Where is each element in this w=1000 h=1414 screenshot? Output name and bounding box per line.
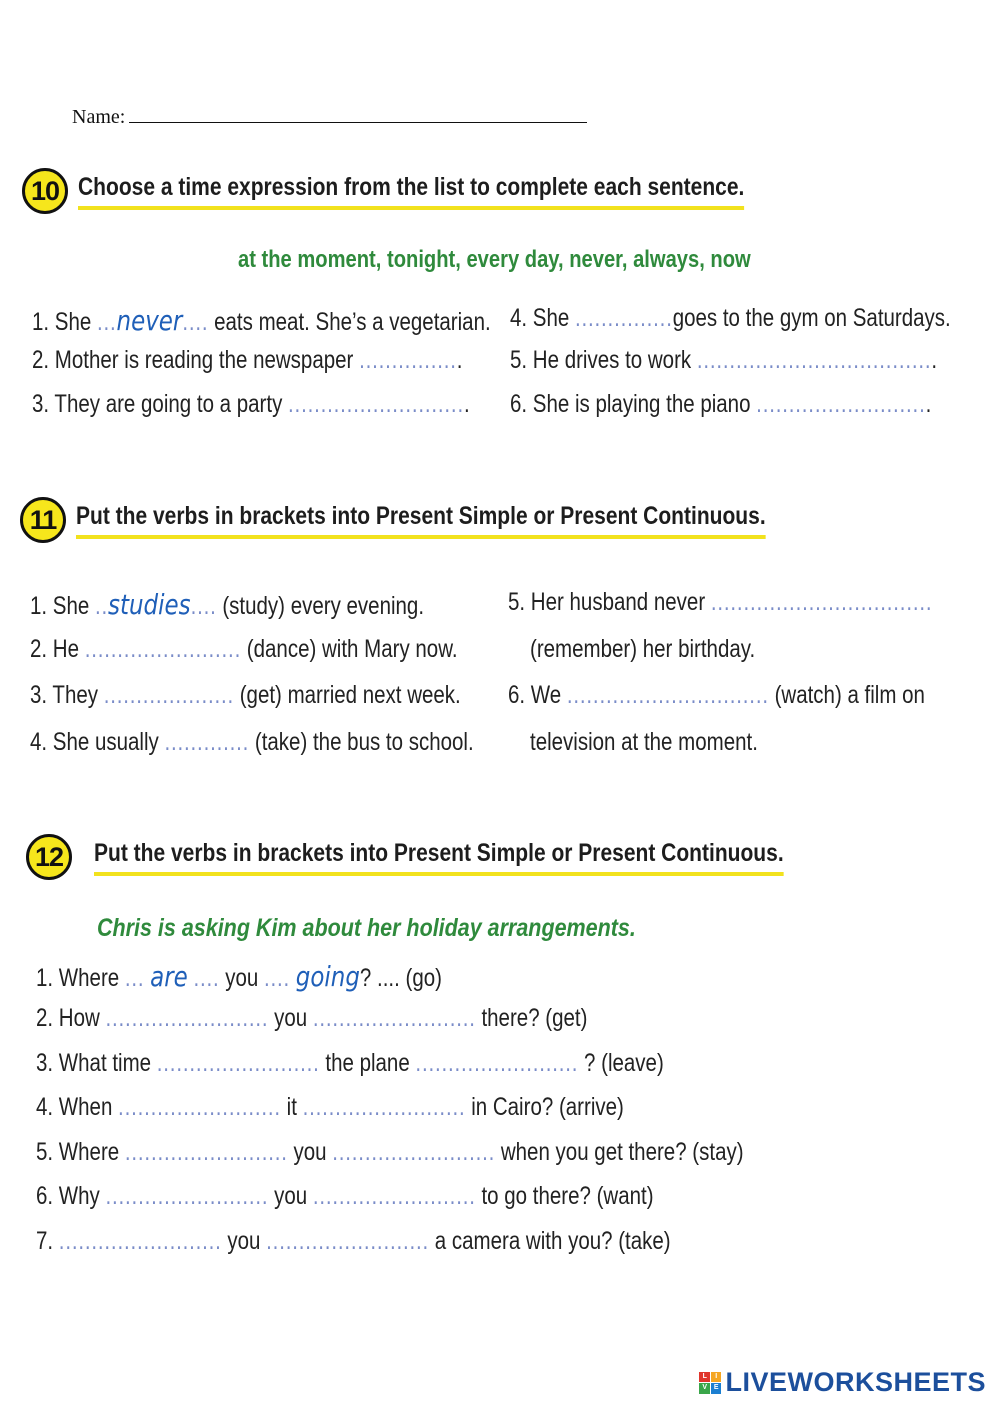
answer-blank[interactable]: .........................	[332, 1138, 496, 1166]
answer-blank[interactable]: .........................	[312, 1182, 476, 1210]
answer-blank[interactable]: .............	[164, 728, 250, 756]
question-text: ? (leave)	[584, 1049, 664, 1077]
exercise-11-header	[20, 497, 897, 543]
sentence-text: 6. She is playing the piano	[510, 390, 751, 418]
question-text: ? .... (go)	[359, 964, 442, 992]
sentence-6	[508, 681, 925, 710]
question-6	[36, 1182, 654, 1211]
answer-blank[interactable]: ...............	[574, 304, 673, 332]
question-text: you	[225, 964, 259, 992]
question-2	[36, 1004, 587, 1033]
blank-dots: ....	[193, 964, 220, 992]
sentence-text: 1. She	[30, 592, 90, 620]
name-label: Name:	[72, 106, 126, 128]
question-3	[36, 1049, 664, 1078]
sentence-text: eats meat. She’s a vegetarian.	[214, 308, 491, 336]
sentence-text: 2. He	[30, 635, 80, 663]
name-field	[72, 104, 587, 129]
question-text: to go there? (want)	[481, 1182, 654, 1210]
logo-letter: E	[711, 1383, 722, 1394]
sentence-5	[510, 346, 937, 375]
sentence-3	[30, 681, 461, 710]
answer-blank[interactable]: .........................	[105, 1182, 269, 1210]
answer-blank[interactable]: .........................	[118, 1093, 281, 1121]
word-list: at the moment, tonight, every day, never, always, now	[238, 246, 751, 273]
sentence-text: 4. She usually	[30, 728, 159, 756]
sentence-text: (watch) a film on	[774, 681, 925, 709]
sentence-text: .	[925, 390, 932, 418]
exercise-number-badge: 11	[20, 497, 66, 543]
question-text: you	[274, 1182, 308, 1210]
answer-blank[interactable]: .........................	[266, 1227, 430, 1255]
sentence-text: 2. Mother is reading the newspaper	[32, 346, 354, 374]
exercise-number-badge: 12	[26, 834, 72, 880]
sentence-6	[510, 390, 931, 419]
sentence-text: 6. We	[508, 681, 562, 709]
question-text: 5. Where	[36, 1138, 120, 1166]
answer-blank[interactable]: .........................	[302, 1093, 466, 1121]
answer-example: never	[116, 304, 183, 337]
blank-dots: ....	[264, 964, 291, 992]
question-text: the plane	[325, 1049, 410, 1077]
blank-dots: ..	[94, 592, 109, 620]
sentence-text: 4. She	[510, 304, 570, 332]
sentence-text: (remember) her birthday.	[530, 635, 756, 663]
answer-blank[interactable]: .........................	[312, 1004, 476, 1032]
blank-dots: ...	[124, 964, 145, 992]
logo-letter: I	[711, 1372, 722, 1383]
question-text: it	[286, 1093, 297, 1121]
question-text: 3. What time	[36, 1049, 152, 1077]
question-text: you	[293, 1138, 327, 1166]
exercise-title: Choose a time expression from the list to complete each sentence.	[78, 173, 744, 210]
question-text: 6. Why	[36, 1182, 100, 1210]
blank-dots: ...	[96, 308, 117, 336]
sentence-text: 3. They	[30, 681, 99, 709]
question-text: 7.	[36, 1227, 54, 1255]
answer-blank[interactable]: ..........................	[756, 390, 926, 418]
answer-blank[interactable]: ..................................	[710, 588, 933, 616]
question-text: there? (get)	[481, 1004, 588, 1032]
question-text: 1. Where	[36, 964, 120, 992]
blank-dots: ....	[190, 592, 217, 620]
answer-blank[interactable]: ...........................	[288, 390, 464, 418]
exercise-10-header	[22, 168, 871, 214]
answer-blank[interactable]: .........................	[415, 1049, 579, 1077]
sentence-2	[32, 346, 463, 375]
name-input-line[interactable]	[129, 104, 587, 123]
exercise-number-badge: 10	[22, 168, 68, 214]
answer-blank[interactable]: ........................	[84, 635, 242, 663]
question-text: you	[274, 1004, 308, 1032]
sentence-1	[32, 304, 491, 337]
answer-blank[interactable]: .........................	[58, 1227, 222, 1255]
blank-dots: ....	[182, 308, 209, 336]
answer-blank[interactable]: .........................	[156, 1049, 320, 1077]
sentence-text: 1. She	[32, 308, 92, 336]
sentence-text: (get) married next week.	[239, 681, 461, 709]
question-4	[36, 1093, 624, 1122]
sentence-5	[508, 588, 932, 617]
logo-letter: L	[699, 1372, 710, 1383]
answer-example: going	[295, 960, 360, 993]
question-text: in Cairo? (arrive)	[471, 1093, 624, 1121]
answer-example: are	[150, 960, 188, 993]
sentence-text: (dance) with Mary now.	[246, 635, 458, 663]
exercise-title: Put the verbs in brackets into Present Simple or Present Continuous.	[76, 502, 766, 539]
question-text: you	[227, 1227, 261, 1255]
sentence-text: (study) every evening.	[222, 592, 425, 620]
brand-name: LIVEWORKSHEETS	[725, 1367, 986, 1397]
exercise-subtitle: Chris is asking Kim about her holiday arrangements.	[97, 914, 636, 942]
answer-example: studies	[108, 588, 191, 621]
sentence-2	[30, 635, 458, 664]
sentence-text: 5. Her husband never	[508, 588, 706, 616]
sentence-6-cont	[530, 728, 758, 757]
answer-blank[interactable]: .........................	[105, 1004, 269, 1032]
answer-blank[interactable]: .........................	[124, 1138, 288, 1166]
answer-blank[interactable]: ....................................	[696, 346, 932, 374]
sentence-text: .	[931, 346, 938, 374]
sentence-text: television at the moment.	[530, 728, 758, 756]
answer-blank[interactable]: ...............	[359, 346, 457, 374]
sentence-text: (take) the bus to school.	[254, 728, 474, 756]
exercise-12-header	[26, 834, 915, 880]
logo-letter: V	[699, 1383, 710, 1394]
question-text: a camera with you? (take)	[434, 1227, 671, 1255]
question-5	[36, 1138, 744, 1167]
sentence-text: .	[456, 346, 463, 374]
sentence-4	[30, 728, 474, 757]
exercise-title: Put the verbs in brackets into Present Simple or Present Continuous.	[94, 839, 784, 876]
sentence-5-cont	[530, 635, 755, 664]
liveworksheets-brand	[699, 1367, 986, 1398]
question-7	[36, 1227, 671, 1256]
question-1	[36, 960, 442, 993]
question-text: 4. When	[36, 1093, 113, 1121]
sentence-1	[30, 588, 424, 621]
sentence-text: 5. He drives to work	[510, 346, 692, 374]
sentence-4	[510, 304, 951, 333]
sentence-text: 3. They are going to a party	[32, 390, 283, 418]
sentence-text: goes to the gym on Saturdays.	[672, 304, 951, 332]
question-text: when you get there? (stay)	[500, 1138, 744, 1166]
answer-blank[interactable]: ....................	[103, 681, 235, 709]
sentence-3	[32, 390, 470, 419]
sentence-text: .	[463, 390, 470, 418]
question-text: 2. How	[36, 1004, 100, 1032]
answer-blank[interactable]: ...............................	[566, 681, 769, 709]
liveworksheets-logo-icon	[699, 1372, 721, 1394]
